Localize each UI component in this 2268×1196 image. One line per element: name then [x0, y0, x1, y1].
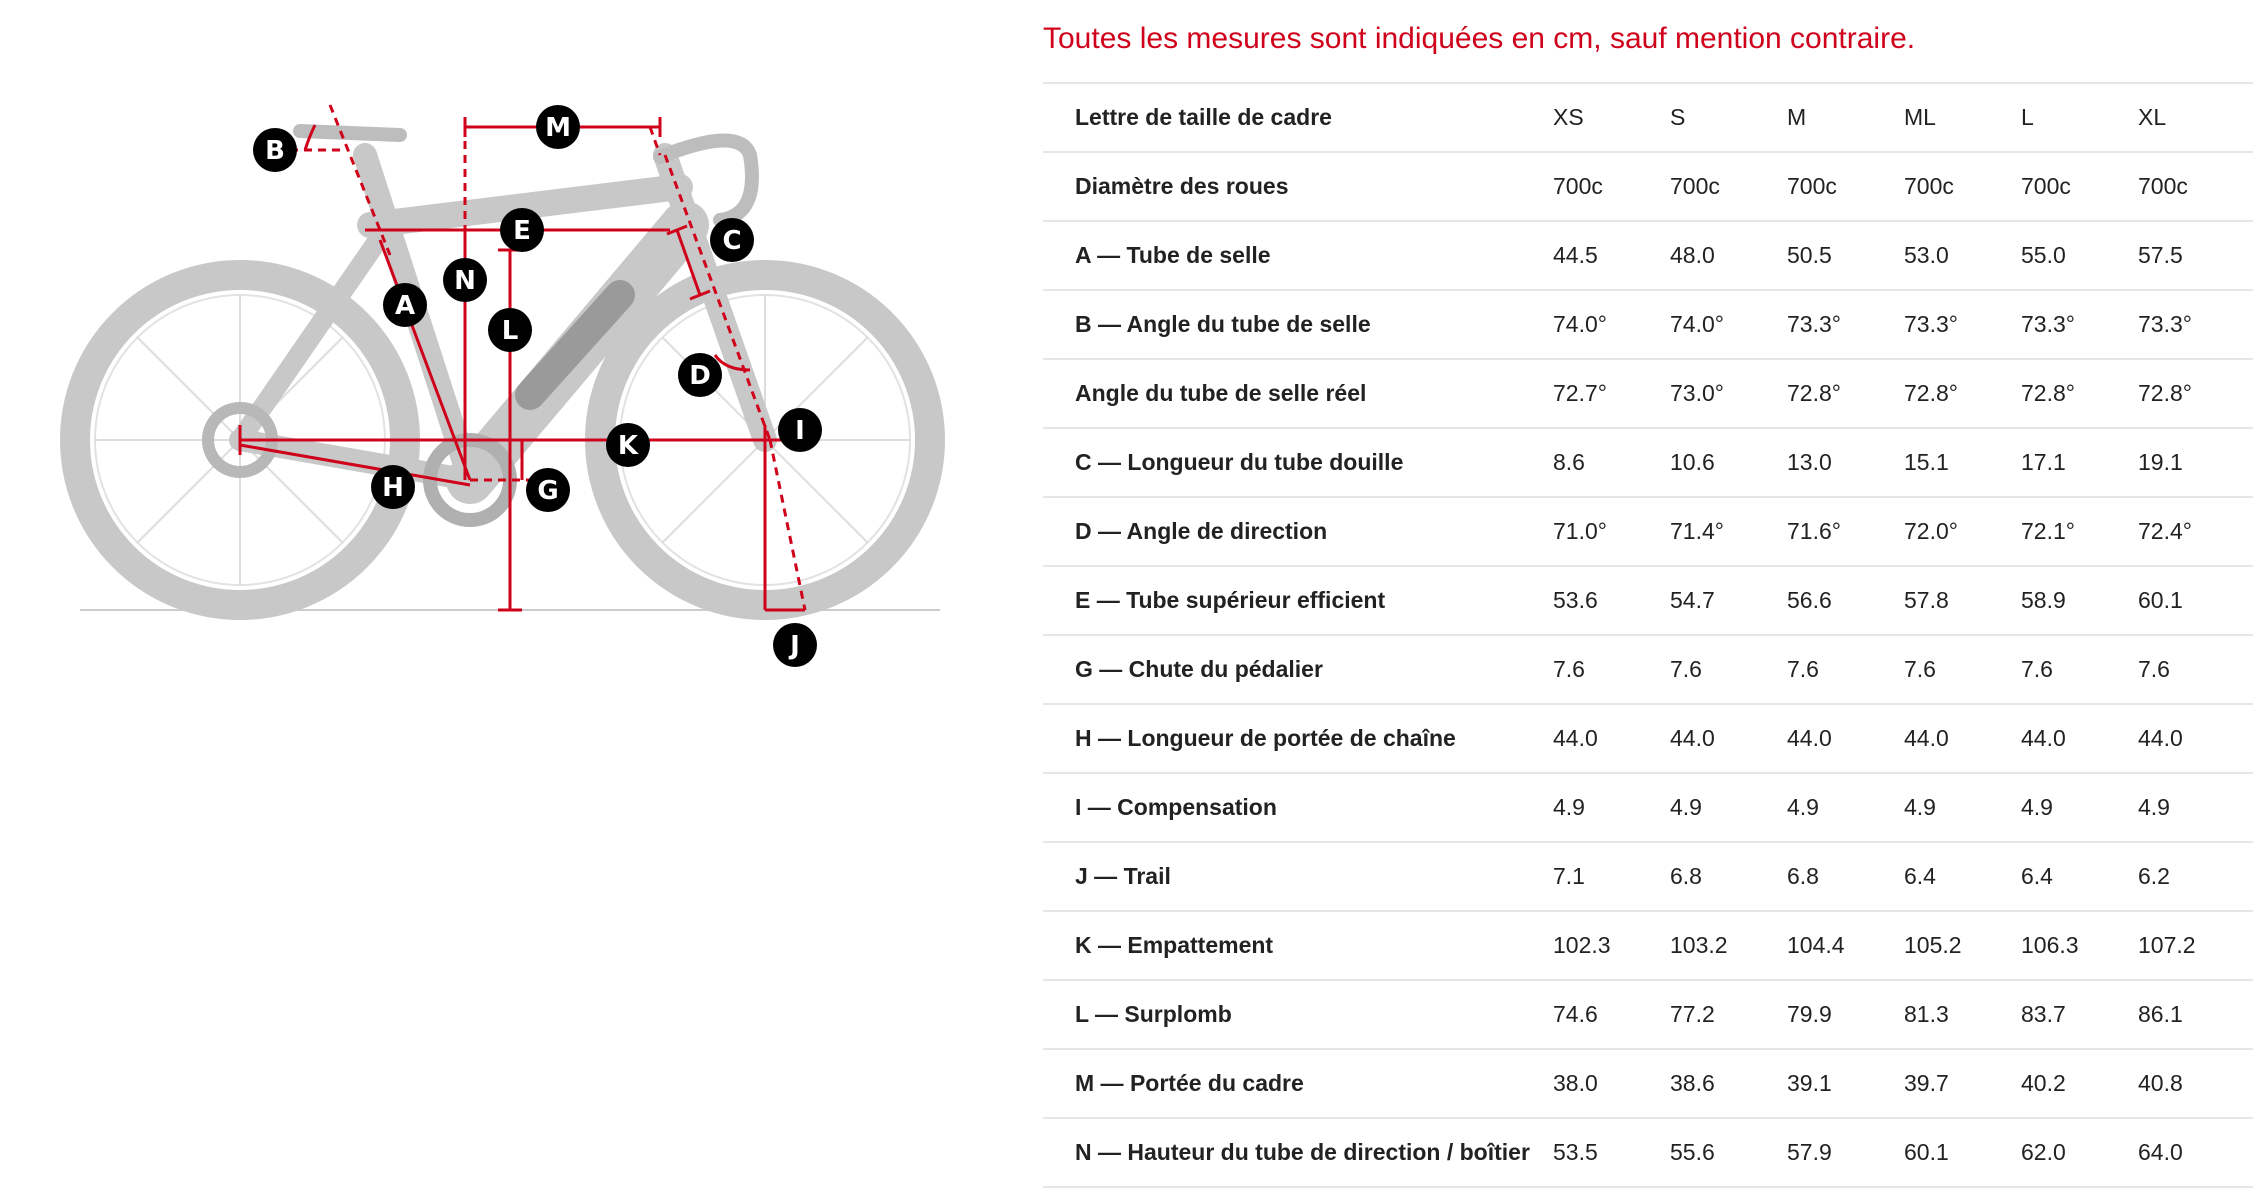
row-label: J — Trail	[1043, 842, 1553, 911]
marker-l	[488, 308, 532, 352]
svg-text:I: I	[795, 416, 805, 446]
table-header-row	[1043, 83, 2253, 152]
table-row	[1043, 911, 2253, 980]
row-value: 8.6	[1553, 428, 1670, 497]
row-value: 44.0	[1787, 704, 1904, 773]
row-value: 4.9	[1553, 773, 1670, 842]
row-value: 60.1	[1904, 1118, 2021, 1187]
row-value: 4.9	[1904, 773, 2021, 842]
row-value: 74.6	[1553, 980, 1670, 1049]
row-value: 74.0°	[1670, 290, 1787, 359]
svg-text:B: B	[265, 136, 285, 166]
table-row	[1043, 359, 2253, 428]
row-value: 4.9	[1787, 773, 1904, 842]
row-label: H — Longueur de portée de chaîne	[1043, 704, 1553, 773]
marker-e	[500, 208, 544, 252]
marker-j	[773, 623, 817, 667]
marker-i	[778, 408, 822, 452]
table-row	[1043, 497, 2253, 566]
row-value: 73.3°	[2138, 290, 2253, 359]
row-label: K — Empattement	[1043, 911, 1553, 980]
row-value: 86.1	[2138, 980, 2253, 1049]
row-value: 72.4°	[2138, 497, 2253, 566]
row-value: 83.7	[2021, 980, 2138, 1049]
row-value: 73.3°	[2021, 290, 2138, 359]
header-label: Lettre de taille de cadre	[1043, 83, 1553, 152]
row-value: 44.0	[2138, 704, 2253, 773]
row-value: 72.8°	[1787, 359, 1904, 428]
row-label: N — Hauteur du tube de direction / boîtier	[1043, 1118, 1553, 1187]
row-value: 7.6	[2138, 635, 2253, 704]
row-value: 13.0	[1787, 428, 1904, 497]
row-value: 57.8	[1904, 566, 2021, 635]
row-value: 6.4	[2021, 842, 2138, 911]
row-value: 73.0°	[1670, 359, 1787, 428]
row-value: 700c	[2021, 152, 2138, 221]
table-row	[1043, 980, 2253, 1049]
row-value: 53.0	[1904, 221, 2021, 290]
row-label: M — Portée du cadre	[1043, 1049, 1553, 1118]
row-label: D — Angle de direction	[1043, 497, 1553, 566]
row-value: 57.9	[1787, 1118, 1904, 1187]
row-value: 39.7	[1904, 1049, 2021, 1118]
row-value: 44.0	[1904, 704, 2021, 773]
row-value: 106.3	[2021, 911, 2138, 980]
row-value: 72.8°	[2021, 359, 2138, 428]
table-row	[1043, 566, 2253, 635]
row-value: 39.1	[1787, 1049, 1904, 1118]
header-size-xl: XL	[2138, 83, 2253, 152]
table-row	[1043, 221, 2253, 290]
measurement-lines	[240, 105, 805, 610]
row-value: 72.8°	[1904, 359, 2021, 428]
row-value: 48.0	[1670, 221, 1787, 290]
row-value: 38.6	[1670, 1049, 1787, 1118]
table-body	[1043, 152, 2253, 1187]
svg-text:L: L	[501, 316, 519, 346]
row-value: 73.3°	[1787, 290, 1904, 359]
table-row	[1043, 290, 2253, 359]
row-value: 62.0	[2021, 1118, 2138, 1187]
row-value: 55.6	[1670, 1118, 1787, 1187]
row-value: 700c	[1670, 152, 1787, 221]
row-value: 58.9	[2021, 566, 2138, 635]
row-value: 6.8	[1787, 842, 1904, 911]
row-value: 54.7	[1670, 566, 1787, 635]
row-value: 107.2	[2138, 911, 2253, 980]
svg-text:D: D	[689, 361, 711, 391]
table-row	[1043, 704, 2253, 773]
row-label: G — Chute du pédalier	[1043, 635, 1553, 704]
header-size-ml: ML	[1904, 83, 2021, 152]
row-value: 57.5	[2138, 221, 2253, 290]
row-value: 72.1°	[2021, 497, 2138, 566]
row-value: 53.6	[1553, 566, 1670, 635]
row-value: 71.4°	[1670, 497, 1787, 566]
row-value: 4.9	[2021, 773, 2138, 842]
marker-n	[443, 258, 487, 302]
svg-text:K: K	[617, 431, 639, 461]
row-label: A — Tube de selle	[1043, 221, 1553, 290]
header-size-l: L	[2021, 83, 2138, 152]
row-value: 71.0°	[1553, 497, 1670, 566]
row-value: 73.3°	[1904, 290, 2021, 359]
svg-text:G: G	[537, 476, 559, 506]
row-value: 50.5	[1787, 221, 1904, 290]
svg-text:J: J	[790, 631, 800, 661]
row-label: I — Compensation	[1043, 773, 1553, 842]
header-size-s: S	[1670, 83, 1787, 152]
row-value: 700c	[1787, 152, 1904, 221]
marker-d	[678, 353, 722, 397]
geometry-table	[1043, 82, 2253, 1188]
row-value: 72.8°	[2138, 359, 2253, 428]
row-value: 72.0°	[1904, 497, 2021, 566]
marker-g	[526, 468, 570, 512]
row-value: 19.1	[2138, 428, 2253, 497]
row-label: Diamètre des roues	[1043, 152, 1553, 221]
marker-h	[371, 465, 415, 509]
table-row	[1043, 635, 2253, 704]
row-value: 7.6	[1787, 635, 1904, 704]
marker-a	[383, 283, 427, 327]
row-value: 53.5	[1553, 1118, 1670, 1187]
marker-b	[253, 128, 297, 172]
row-value: 6.4	[1904, 842, 2021, 911]
row-value: 105.2	[1904, 911, 2021, 980]
table-row	[1043, 773, 2253, 842]
row-label: Angle du tube de selle réel	[1043, 359, 1553, 428]
bike-silhouette	[75, 131, 930, 605]
row-value: 44.5	[1553, 221, 1670, 290]
row-value: 79.9	[1787, 980, 1904, 1049]
row-value: 7.6	[1904, 635, 2021, 704]
table-row	[1043, 1118, 2253, 1187]
header-size-m: M	[1787, 83, 1904, 152]
row-value: 104.4	[1787, 911, 1904, 980]
svg-text:C: C	[722, 226, 742, 256]
header-size-xs: XS	[1553, 83, 1670, 152]
row-value: 71.6°	[1787, 497, 1904, 566]
row-label: C — Longueur du tube douille	[1043, 428, 1553, 497]
row-value: 700c	[2138, 152, 2253, 221]
row-value: 7.1	[1553, 842, 1670, 911]
row-value: 81.3	[1904, 980, 2021, 1049]
row-value: 72.7°	[1553, 359, 1670, 428]
row-value: 38.0	[1553, 1049, 1670, 1118]
row-value: 700c	[1904, 152, 2021, 221]
row-value: 700c	[1553, 152, 1670, 221]
row-value: 6.8	[1670, 842, 1787, 911]
table-row	[1043, 842, 2253, 911]
row-value: 64.0	[2138, 1118, 2253, 1187]
row-label: B — Angle du tube de selle	[1043, 290, 1553, 359]
row-value: 77.2	[1670, 980, 1787, 1049]
row-value: 44.0	[2021, 704, 2138, 773]
bike-geometry-diagram	[60, 95, 980, 695]
row-value: 7.6	[1670, 635, 1787, 704]
row-value: 103.2	[1670, 911, 1787, 980]
svg-text:H: H	[382, 473, 404, 503]
svg-text:N: N	[454, 266, 476, 296]
table-row	[1043, 1049, 2253, 1118]
table-row	[1043, 152, 2253, 221]
marker-m	[536, 105, 580, 149]
row-value: 7.6	[1553, 635, 1670, 704]
row-value: 40.8	[2138, 1049, 2253, 1118]
row-value: 7.6	[2021, 635, 2138, 704]
row-value: 55.0	[2021, 221, 2138, 290]
row-value: 17.1	[2021, 428, 2138, 497]
row-value: 56.6	[1787, 566, 1904, 635]
row-value: 102.3	[1553, 911, 1670, 980]
marker-c	[710, 218, 754, 262]
svg-text:A: A	[394, 291, 416, 321]
row-value: 4.9	[2138, 773, 2253, 842]
row-value: 6.2	[2138, 842, 2253, 911]
row-value: 4.9	[1670, 773, 1787, 842]
row-value: 74.0°	[1553, 290, 1670, 359]
row-value: 40.2	[2021, 1049, 2138, 1118]
row-value: 10.6	[1670, 428, 1787, 497]
row-value: 44.0	[1553, 704, 1670, 773]
row-value: 60.1	[2138, 566, 2253, 635]
measurement-note: Toutes les mesures sont indiquées en cm, sauf mention contraire.	[1043, 22, 1916, 55]
row-value: 44.0	[1670, 704, 1787, 773]
svg-text:M: M	[545, 113, 571, 143]
svg-text:E: E	[513, 216, 531, 246]
marker-k	[606, 423, 650, 467]
row-label: E — Tube supérieur efficient	[1043, 566, 1553, 635]
row-label: L — Surplomb	[1043, 980, 1553, 1049]
table-row	[1043, 428, 2253, 497]
row-value: 15.1	[1904, 428, 2021, 497]
